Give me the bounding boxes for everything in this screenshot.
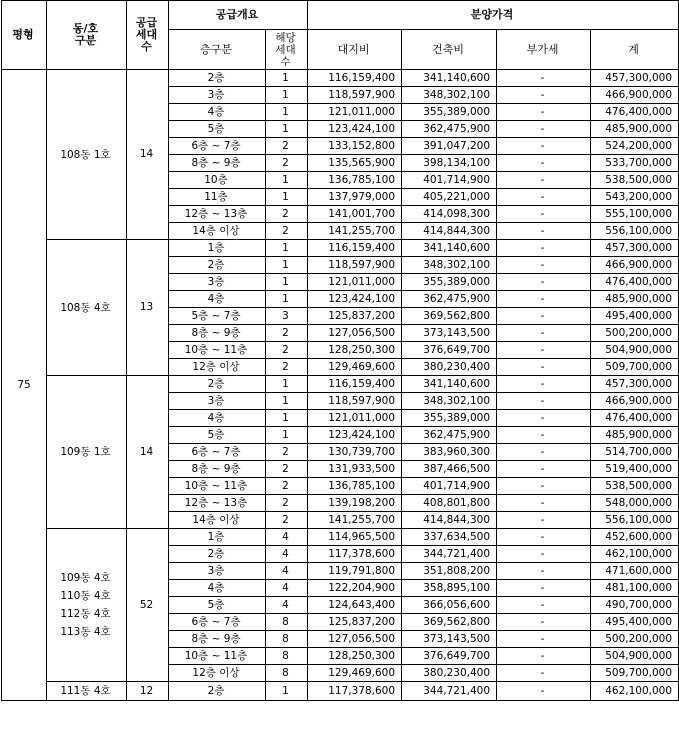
floor-cell: 6층 ~ 7층 <box>169 614 266 631</box>
total-cell: 495,400,000 <box>591 614 679 631</box>
table-row <box>2 240 679 257</box>
vat-cell: - <box>497 580 591 597</box>
construction-cell: 401,714,900 <box>402 172 497 189</box>
units-cell: 1 <box>266 121 308 138</box>
construction-cell: 355,389,000 <box>402 410 497 427</box>
construction-cell: 341,140,600 <box>402 376 497 393</box>
land-cell: 136,785,100 <box>308 478 402 495</box>
total-cell: 485,900,000 <box>591 291 679 308</box>
construction-cell: 369,562,800 <box>402 614 497 631</box>
vat-cell: - <box>497 461 591 478</box>
units-cell: 4 <box>266 597 308 614</box>
total-cell: 509,700,000 <box>591 359 679 376</box>
total-cell: 514,700,000 <box>591 444 679 461</box>
units-cell: 1 <box>266 393 308 410</box>
construction-cell: 414,098,300 <box>402 206 497 223</box>
land-cell: 121,011,000 <box>308 274 402 291</box>
vat-cell: - <box>497 512 591 529</box>
supply-cell: 12 <box>127 682 169 701</box>
units-cell: 2 <box>266 223 308 240</box>
construction-cell: 398,134,100 <box>402 155 497 172</box>
total-cell: 452,600,000 <box>591 529 679 546</box>
construction-cell: 401,714,900 <box>402 478 497 495</box>
land-cell: 123,424,100 <box>308 427 402 444</box>
land-cell: 128,250,300 <box>308 342 402 359</box>
construction-cell: 373,143,500 <box>402 325 497 342</box>
land-cell: 116,159,400 <box>308 376 402 393</box>
floor-cell: 10층 ~ 11층 <box>169 648 266 665</box>
units-cell: 2 <box>266 461 308 478</box>
total-cell: 466,900,000 <box>591 393 679 410</box>
units-cell: 2 <box>266 342 308 359</box>
floor-cell: 4층 <box>169 291 266 308</box>
floor-cell: 2층 <box>169 682 266 701</box>
units-cell: 8 <box>266 665 308 682</box>
total-cell: 500,200,000 <box>591 325 679 342</box>
construction-cell: 366,056,600 <box>402 597 497 614</box>
total-cell: 485,900,000 <box>591 121 679 138</box>
header-supply_units: 공급 세대 수 <box>127 1 169 70</box>
land-cell: 128,250,300 <box>308 648 402 665</box>
construction-cell: 376,649,700 <box>402 342 497 359</box>
construction-cell: 380,230,400 <box>402 665 497 682</box>
land-cell: 117,378,600 <box>308 546 402 563</box>
land-cell: 130,739,700 <box>308 444 402 461</box>
land-cell: 137,979,000 <box>308 189 402 206</box>
total-cell: 471,600,000 <box>591 563 679 580</box>
land-cell: 122,204,900 <box>308 580 402 597</box>
construction-cell: 391,047,200 <box>402 138 497 155</box>
floor-cell: 2층 <box>169 546 266 563</box>
total-cell: 476,400,000 <box>591 104 679 121</box>
construction-cell: 355,389,000 <box>402 104 497 121</box>
vat-cell: - <box>497 70 591 87</box>
units-cell: 1 <box>266 257 308 274</box>
vat-cell: - <box>497 308 591 325</box>
total-cell: 457,300,000 <box>591 70 679 87</box>
floor-cell: 4층 <box>169 410 266 427</box>
construction-cell: 405,221,000 <box>402 189 497 206</box>
units-cell: 2 <box>266 478 308 495</box>
land-cell: 139,198,200 <box>308 495 402 512</box>
total-cell: 495,400,000 <box>591 308 679 325</box>
land-cell: 114,965,500 <box>308 529 402 546</box>
header-floor: 층구분 <box>169 30 266 70</box>
total-cell: 509,700,000 <box>591 665 679 682</box>
vat-cell: - <box>497 87 591 104</box>
vat-cell: - <box>497 240 591 257</box>
units-cell: 1 <box>266 682 308 701</box>
land-cell: 131,933,500 <box>308 461 402 478</box>
units-cell: 1 <box>266 172 308 189</box>
total-cell: 543,200,000 <box>591 189 679 206</box>
total-cell: 462,100,000 <box>591 682 679 701</box>
units-cell: 4 <box>266 580 308 597</box>
floor-cell: 2층 <box>169 70 266 87</box>
floor-cell: 1층 <box>169 240 266 257</box>
vat-cell: - <box>497 529 591 546</box>
units-cell: 2 <box>266 155 308 172</box>
total-cell: 556,100,000 <box>591 512 679 529</box>
floor-cell: 12층 이상 <box>169 665 266 682</box>
construction-cell: 341,140,600 <box>402 240 497 257</box>
total-cell: 466,900,000 <box>591 257 679 274</box>
total-cell: 504,900,000 <box>591 342 679 359</box>
units-cell: 4 <box>266 563 308 580</box>
building-cell: 109동 1호 <box>47 376 127 529</box>
floor-cell: 3층 <box>169 393 266 410</box>
units-cell: 2 <box>266 359 308 376</box>
building-cell: 111동 4호 <box>47 682 127 701</box>
supply-cell: 52 <box>127 529 169 682</box>
units-cell: 1 <box>266 70 308 87</box>
floor-cell: 3층 <box>169 274 266 291</box>
vat-cell: - <box>497 546 591 563</box>
construction-cell: 380,230,400 <box>402 359 497 376</box>
total-cell: 481,100,000 <box>591 580 679 597</box>
header-area: 평형 <box>2 1 47 70</box>
land-cell: 127,056,500 <box>308 631 402 648</box>
units-cell: 1 <box>266 87 308 104</box>
building-cell: 108동 1호 <box>47 70 127 240</box>
supply-cell: 13 <box>127 240 169 376</box>
header-units: 해당 세대 수 <box>266 30 308 70</box>
floor-cell: 8층 ~ 9층 <box>169 325 266 342</box>
vat-cell: - <box>497 206 591 223</box>
vat-cell: - <box>497 563 591 580</box>
header-building: 동/호 구분 <box>47 1 127 70</box>
construction-cell: 373,143,500 <box>402 631 497 648</box>
total-cell: 485,900,000 <box>591 427 679 444</box>
total-cell: 466,900,000 <box>591 87 679 104</box>
land-cell: 121,011,000 <box>308 104 402 121</box>
vat-cell: - <box>497 342 591 359</box>
floor-cell: 12층 ~ 13층 <box>169 206 266 223</box>
total-cell: 556,100,000 <box>591 223 679 240</box>
construction-cell: 376,649,700 <box>402 648 497 665</box>
floor-cell: 4층 <box>169 580 266 597</box>
floor-cell: 14층 이상 <box>169 512 266 529</box>
header-total: 계 <box>591 30 679 70</box>
total-cell: 500,200,000 <box>591 631 679 648</box>
units-cell: 2 <box>266 325 308 342</box>
land-cell: 118,597,900 <box>308 257 402 274</box>
total-cell: 548,000,000 <box>591 495 679 512</box>
floor-cell: 1층 <box>169 529 266 546</box>
vat-cell: - <box>497 274 591 291</box>
vat-cell: - <box>497 393 591 410</box>
construction-cell: 358,895,100 <box>402 580 497 597</box>
land-cell: 123,424,100 <box>308 291 402 308</box>
construction-cell: 362,475,900 <box>402 427 497 444</box>
floor-cell: 5층 <box>169 121 266 138</box>
construction-cell: 344,721,400 <box>402 682 497 701</box>
header-supply_overview: 공급개요 <box>169 1 308 30</box>
vat-cell: - <box>497 614 591 631</box>
vat-cell: - <box>497 359 591 376</box>
land-cell: 125,837,200 <box>308 614 402 631</box>
total-cell: 504,900,000 <box>591 648 679 665</box>
vat-cell: - <box>497 172 591 189</box>
units-cell: 1 <box>266 427 308 444</box>
vat-cell: - <box>497 325 591 342</box>
vat-cell: - <box>497 138 591 155</box>
land-cell: 121,011,000 <box>308 410 402 427</box>
units-cell: 1 <box>266 274 308 291</box>
floor-cell: 8층 ~ 9층 <box>169 461 266 478</box>
construction-cell: 348,302,100 <box>402 257 497 274</box>
land-cell: 117,378,600 <box>308 682 402 701</box>
total-cell: 457,300,000 <box>591 240 679 257</box>
units-cell: 4 <box>266 529 308 546</box>
table-row <box>2 529 679 546</box>
floor-cell: 6층 ~ 7층 <box>169 444 266 461</box>
floor-cell: 3층 <box>169 87 266 104</box>
construction-cell: 369,562,800 <box>402 308 497 325</box>
units-cell: 2 <box>266 206 308 223</box>
table-row <box>2 376 679 393</box>
header-row-1 <box>2 1 679 30</box>
header-vat: 부가세 <box>497 30 591 70</box>
units-cell: 8 <box>266 631 308 648</box>
floor-cell: 5층 <box>169 597 266 614</box>
vat-cell: - <box>497 376 591 393</box>
units-cell: 2 <box>266 512 308 529</box>
units-cell: 2 <box>266 495 308 512</box>
total-cell: 538,500,000 <box>591 172 679 189</box>
table-row <box>2 70 679 87</box>
construction-cell: 341,140,600 <box>402 70 497 87</box>
land-cell: 125,837,200 <box>308 308 402 325</box>
building-cell: 109동 4호 110동 4호 112동 4호 113동 4호 <box>47 529 127 682</box>
header-construction: 건축비 <box>402 30 497 70</box>
land-cell: 119,791,800 <box>308 563 402 580</box>
floor-cell: 11층 <box>169 189 266 206</box>
units-cell: 1 <box>266 189 308 206</box>
vat-cell: - <box>497 410 591 427</box>
land-cell: 135,565,900 <box>308 155 402 172</box>
construction-cell: 362,475,900 <box>402 291 497 308</box>
price-table <box>1 0 679 701</box>
floor-cell: 8층 ~ 9층 <box>169 631 266 648</box>
units-cell: 3 <box>266 308 308 325</box>
vat-cell: - <box>497 257 591 274</box>
construction-cell: 408,801,800 <box>402 495 497 512</box>
land-cell: 141,255,700 <box>308 512 402 529</box>
total-cell: 462,100,000 <box>591 546 679 563</box>
land-cell: 129,469,600 <box>308 665 402 682</box>
construction-cell: 355,389,000 <box>402 274 497 291</box>
total-cell: 490,700,000 <box>591 597 679 614</box>
construction-cell: 348,302,100 <box>402 393 497 410</box>
vat-cell: - <box>497 648 591 665</box>
floor-cell: 10층 ~ 11층 <box>169 342 266 359</box>
floor-cell: 10층 <box>169 172 266 189</box>
land-cell: 127,056,500 <box>308 325 402 342</box>
vat-cell: - <box>497 155 591 172</box>
supply-cell: 14 <box>127 376 169 529</box>
land-cell: 136,785,100 <box>308 172 402 189</box>
total-cell: 476,400,000 <box>591 274 679 291</box>
vat-cell: - <box>497 631 591 648</box>
land-cell: 118,597,900 <box>308 87 402 104</box>
units-cell: 8 <box>266 614 308 631</box>
units-cell: 1 <box>266 291 308 308</box>
construction-cell: 383,960,300 <box>402 444 497 461</box>
construction-cell: 348,302,100 <box>402 87 497 104</box>
vat-cell: - <box>497 223 591 240</box>
vat-cell: - <box>497 189 591 206</box>
floor-cell: 4층 <box>169 104 266 121</box>
land-cell: 123,424,100 <box>308 121 402 138</box>
land-cell: 133,152,800 <box>308 138 402 155</box>
construction-cell: 387,466,500 <box>402 461 497 478</box>
construction-cell: 344,721,400 <box>402 546 497 563</box>
table-row <box>2 682 679 701</box>
land-cell: 118,597,900 <box>308 393 402 410</box>
units-cell: 1 <box>266 410 308 427</box>
floor-cell: 5층 <box>169 427 266 444</box>
units-cell: 8 <box>266 648 308 665</box>
land-cell: 141,255,700 <box>308 223 402 240</box>
vat-cell: - <box>497 104 591 121</box>
units-cell: 2 <box>266 444 308 461</box>
land-cell: 116,159,400 <box>308 70 402 87</box>
header-price: 분양가격 <box>308 1 679 30</box>
vat-cell: - <box>497 665 591 682</box>
units-cell: 1 <box>266 240 308 257</box>
total-cell: 457,300,000 <box>591 376 679 393</box>
vat-cell: - <box>497 597 591 614</box>
total-cell: 476,400,000 <box>591 410 679 427</box>
land-cell: 129,469,600 <box>308 359 402 376</box>
floor-cell: 12층 ~ 13층 <box>169 495 266 512</box>
building-cell: 108동 4호 <box>47 240 127 376</box>
land-cell: 141,001,700 <box>308 206 402 223</box>
land-cell: 116,159,400 <box>308 240 402 257</box>
vat-cell: - <box>497 478 591 495</box>
units-cell: 2 <box>266 138 308 155</box>
construction-cell: 414,844,300 <box>402 223 497 240</box>
vat-cell: - <box>497 291 591 308</box>
vat-cell: - <box>497 427 591 444</box>
area-cell: 75 <box>2 70 47 701</box>
construction-cell: 337,634,500 <box>402 529 497 546</box>
units-cell: 1 <box>266 104 308 121</box>
floor-cell: 10층 ~ 11층 <box>169 478 266 495</box>
total-cell: 533,700,000 <box>591 155 679 172</box>
header-land: 대지비 <box>308 30 402 70</box>
floor-cell: 8층 ~ 9층 <box>169 155 266 172</box>
total-cell: 538,500,000 <box>591 478 679 495</box>
supply-cell: 14 <box>127 70 169 240</box>
floor-cell: 3층 <box>169 563 266 580</box>
vat-cell: - <box>497 495 591 512</box>
units-cell: 4 <box>266 546 308 563</box>
floor-cell: 5층 ~ 7층 <box>169 308 266 325</box>
total-cell: 519,400,000 <box>591 461 679 478</box>
floor-cell: 12층 이상 <box>169 359 266 376</box>
vat-cell: - <box>497 682 591 701</box>
units-cell: 1 <box>266 376 308 393</box>
construction-cell: 362,475,900 <box>402 121 497 138</box>
construction-cell: 351,808,200 <box>402 563 497 580</box>
floor-cell: 6층 ~ 7층 <box>169 138 266 155</box>
total-cell: 555,100,000 <box>591 206 679 223</box>
floor-cell: 2층 <box>169 376 266 393</box>
construction-cell: 414,844,300 <box>402 512 497 529</box>
land-cell: 124,643,400 <box>308 597 402 614</box>
vat-cell: - <box>497 444 591 461</box>
vat-cell: - <box>497 121 591 138</box>
total-cell: 524,200,000 <box>591 138 679 155</box>
floor-cell: 2층 <box>169 257 266 274</box>
floor-cell: 14층 이상 <box>169 223 266 240</box>
